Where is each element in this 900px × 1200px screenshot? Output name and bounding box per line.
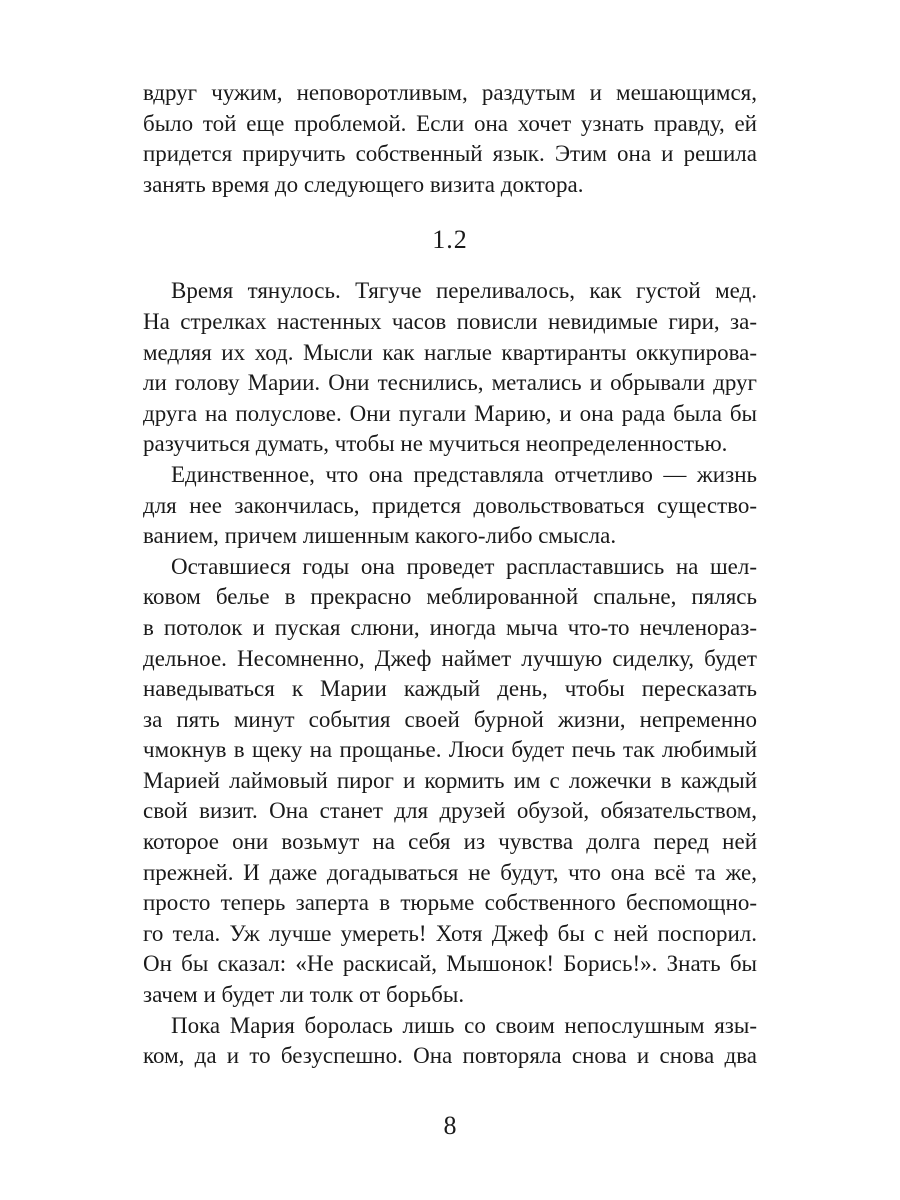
text-line: го тела. Уж лучше умереть! Хотя Джеф бы с ней поспорил. (143, 920, 757, 946)
text-line: медляя их ход. Мысли как наглые квартиранты оккупирова- (143, 339, 757, 365)
text-line: ли голову Марии. Они теснились, метались и обрывали друг (143, 370, 757, 396)
text-line: придется приручить собственный язык. Этим она и решила (143, 141, 757, 167)
paragraph (143, 552, 757, 1011)
text-line: свой визит. Она станет для друзей обузой, обязательством, (143, 798, 757, 824)
text-line: На стрелках настенных часов повисли невидимые гири, за- (143, 308, 757, 334)
text-line: в потолок и пуская слюни, иногда мыча что-то нечленораз- (143, 614, 757, 640)
text-line: прежней. И даже догадываться не будут, что она всё та же, (143, 859, 757, 885)
text-line: Марией лаймовый пирог и кормить им с ложечки в каждый (143, 767, 757, 793)
text-line: разучиться думать, чтобы не мучиться неопределенностью. (143, 431, 728, 457)
section-number: 1.2 (432, 225, 468, 255)
text-line: дельное. Несомненно, Джеф наймет лучшую сиделку, будет (143, 645, 757, 671)
paragraph (143, 276, 757, 460)
text-line: для нее закончилась, придется довольствоваться существо- (143, 492, 757, 518)
text-line: просто теперь заперта в тюрьме собственного беспомощно- (143, 890, 757, 916)
text-line: ванием, причем лишенным какого-либо смысла. (143, 523, 617, 549)
text-line: ком, да и то безуспешно. Она повторяла снова и снова два (143, 1043, 757, 1069)
page-number: 8 (443, 1111, 457, 1140)
text-line: друга на полуслове. Они пугали Марию, и она рада была бы (143, 400, 757, 426)
paragraph-continued (143, 78, 757, 200)
text-line: Время тянулось. Тягуче переливалось, как густой мед. (171, 278, 757, 304)
text-line: Единственное, что она представляла отчетливо — жизнь (171, 461, 757, 487)
text-line: за пять минут события своей бурной жизни, непременно (143, 706, 757, 732)
text-line: Пока Мария боролась лишь со своим непослушным язы- (171, 1012, 757, 1038)
text-line: Оставшиеся годы она проведет распластавшись на шел- (171, 553, 757, 579)
text-line: чмокнув в щеку на прощанье. Люси будет печь так любимый (143, 737, 757, 763)
book-page (143, 78, 757, 1072)
text-line: Он бы сказал: «Не раскисай, Мышонок! Борись!». Знать бы (143, 951, 757, 977)
text-line: ковом белье в прекрасно меблированной спальне, пялясь (143, 584, 757, 610)
text-line: которое они возьмут на себя из чувства долга перед ней (143, 829, 757, 855)
text-line: зачем и будет ли толк от борьбы. (143, 982, 465, 1008)
text-line: занять время до следующего визита доктора. (143, 171, 584, 197)
text-line: было той еще проблемой. Если она хочет узнать правду, ей (143, 110, 757, 136)
text-line: вдруг чужим, неповоротливым, раздутым и мешающимся, (143, 80, 757, 105)
paragraph (143, 460, 757, 552)
paragraph (143, 1011, 757, 1072)
text-line: наведываться к Марии каждый день, чтобы пересказать (143, 676, 757, 702)
